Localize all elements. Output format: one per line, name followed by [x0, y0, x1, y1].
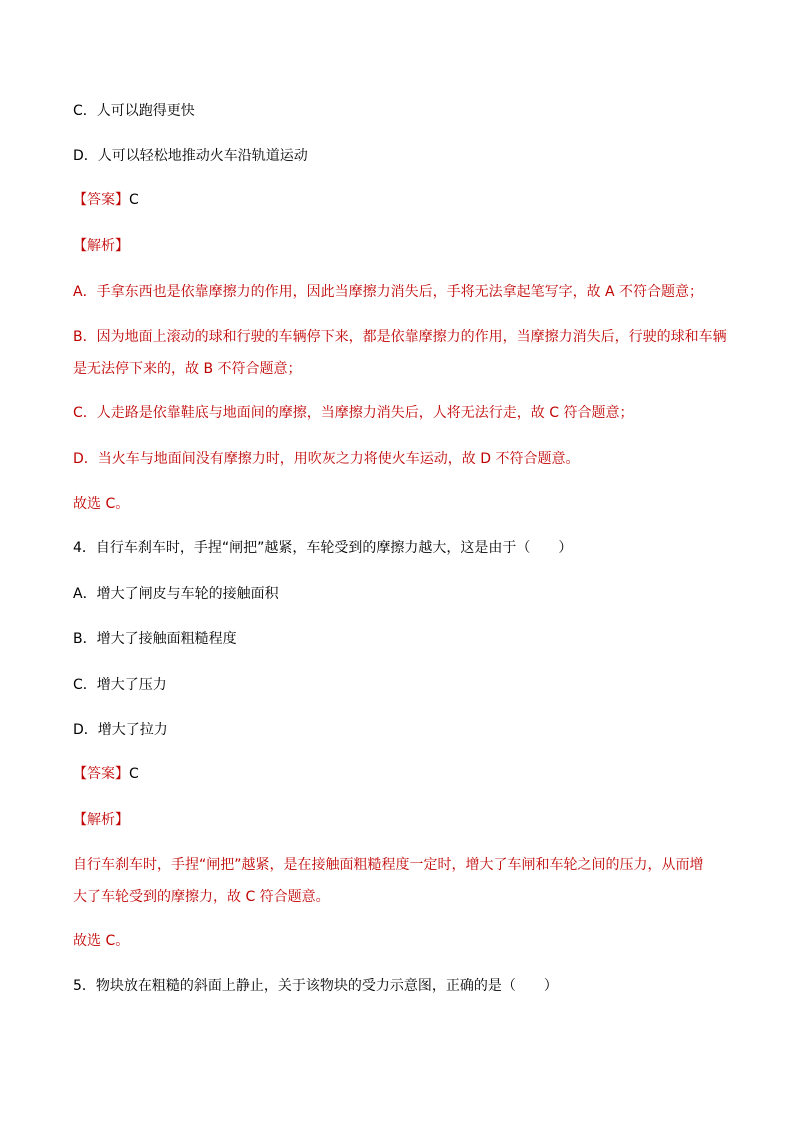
q4-option-b: B．增大了接触面粗糙程度 [73, 631, 237, 647]
q4-stem: 4．自行车刹车时，手捏“闸把”越紧，车轮受到的摩擦力越大，这是由于（ ） [73, 540, 573, 556]
q4-option-c: C．增大了压力 [73, 677, 167, 693]
q5-stem: 5．物块放在粗糙的斜面上静止，关于该物块的受力示意图，正确的是（ ） [73, 978, 558, 994]
answer-label: 【答案】 [73, 766, 129, 782]
q4-option-a: A．增大了闸皮与车轮的接触面积 [73, 586, 279, 602]
q3-analysis-b-line1: B．因为地面上滚动的球和行驶的车辆停下来，都是依靠摩擦力的作用，当摩擦力消失后，行驶的球和车辆 [73, 329, 727, 345]
q4-answer [73, 764, 139, 784]
answer-value: C [129, 192, 139, 208]
q3-option-c: C．人可以跑得更快 [73, 103, 195, 119]
q3-answer [73, 190, 139, 210]
answer-value: C [129, 766, 139, 782]
q3-analysis-d: D．当火车与地面间没有摩擦力时，用吹灰之力将使火车运动，故 D 不符合题意。 [73, 451, 580, 467]
q3-analysis-a: A．手拿东西也是依靠摩擦力的作用，因此当摩擦力消失后，手将无法拿起笔写字，故 A 不符合题意； [73, 284, 704, 300]
q4-analysis-line2: 大了车轮受到的摩擦力，故 C 符合题意。 [73, 889, 330, 905]
q3-conclusion: 故选 C。 [73, 496, 130, 512]
q3-analysis-c: C．人走路是依靠鞋底与地面间的摩擦，当摩擦力消失后，人将无法行走，故 C 符合题意； [73, 405, 634, 421]
q3-analysis-b-line2: 是无法停下来的，故 B 不符合题意； [73, 361, 302, 377]
q4-analysis-line1: 自行车刹车时，手捏“闸把”越紧，是在接触面粗糙程度一定时，增大了车闸和车轮之间的压力，从而增 [73, 857, 704, 873]
q4-option-d: D．增大了拉力 [73, 722, 168, 738]
answer-label: 【答案】 [73, 192, 129, 208]
q3-option-d: D．人可以轻松地推动火车沿轨道运动 [73, 148, 308, 164]
q4-conclusion: 故选 C。 [73, 933, 130, 949]
q4-analysis-label: 【解析】 [73, 812, 129, 828]
q3-analysis-label: 【解析】 [73, 238, 129, 254]
